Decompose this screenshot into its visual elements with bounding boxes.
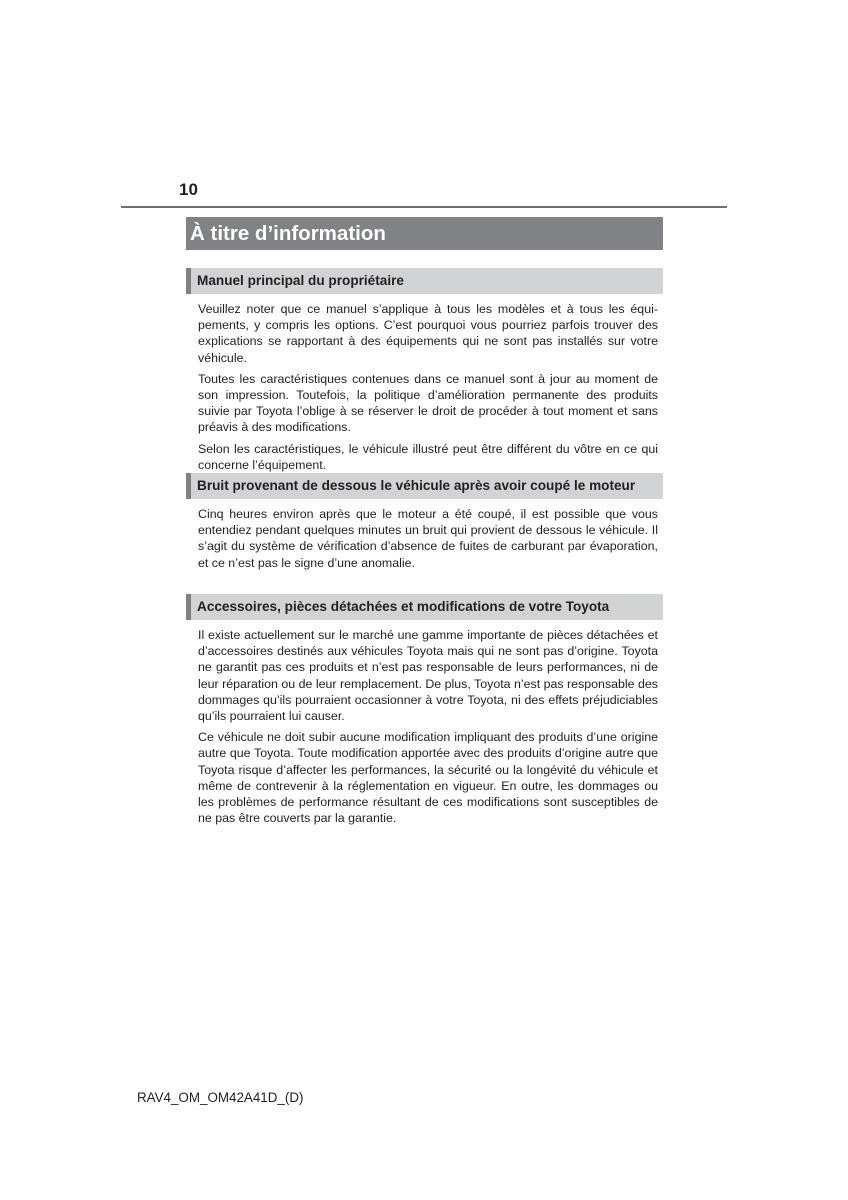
paragraph: Selon les caractéristiques, le véhicule illustré peut être différent du vôtre en ce qui concerne l’équipement. (198, 441, 658, 472)
section-heading: Manuel principal du propriétaire (186, 268, 663, 294)
section-heading: Bruit provenant de dessous le véhicule après avoir coupé le moteur (186, 473, 663, 499)
page-number: 10 (179, 180, 198, 199)
section-body (186, 620, 663, 826)
document-code-footer: RAV4_OM_OM42A41D_(D) (137, 1090, 304, 1105)
paragraph: Il existe actuellement sur le marché une gamme importante de pièces détachées et d’accessoires destinés aux véhicules Toyota mais qui ne sont pas d’origine. Toyota ne garantit pas ces produits et n’est pas responsable de leurs performances, ni de leur réparation ou de leur remplacement. De plus, Toyota n’est pas responsable des dommages qu’ils pourraient occasionner à votre Toyota, ni des effets préjudiciables qu’ils pourraient lui causer. (198, 628, 658, 724)
page-title: À titre d’information (186, 217, 663, 250)
section-body (186, 294, 663, 473)
section-accessories-modifications (186, 594, 663, 831)
paragraph: Ce véhicule ne doit subir aucune modification impliquant des produits d’une origine autre que Toyota. Toute modification apportée avec des produits d’origine autre que Toyota risque d’affecter les performances, la sécurité ou la longévité du véhicule et même de contrevenir à la réglementation en vigueur. En outre, les dommages ou les problèmes de performance résultant de ces modifications sont susceptibles de ne pas être couverts par la garantie. (198, 730, 658, 826)
header-rule (121, 206, 727, 208)
section-owners-manual (186, 268, 663, 478)
section-body (186, 499, 663, 571)
section-noise-under-vehicle (186, 473, 663, 576)
paragraph: Cinq heures environ après que le moteur a été coupé, il est possible que vous entendiez pendant quelques minutes un bruit qui provient de dessous le véhicule. Il s’agit du système de vérification d’absence de fuites de carburant par évaporation, et ce n’est pas le signe d’une anomalie. (198, 507, 658, 570)
paragraph: Veuillez noter que ce manuel s’applique à tous les modèles et à tous les équipements, y compris les options. C’est pourquoi vous pourriez parfois trouver des explications se rapportant à des équipements qui ne sont pas installés sur votre véhicule. (198, 302, 658, 365)
paragraph: Toutes les caractéristiques contenues dans ce manuel sont à jour au moment de son impression. Toutefois, la politique d’amélioration permanente des produits suivie par Toyota l’oblige à se réserver le droit de procéder à tout moment et sans préavis à des modifications. (198, 371, 658, 435)
section-heading: Accessoires, pièces détachées et modifications de votre Toyota (186, 594, 663, 620)
